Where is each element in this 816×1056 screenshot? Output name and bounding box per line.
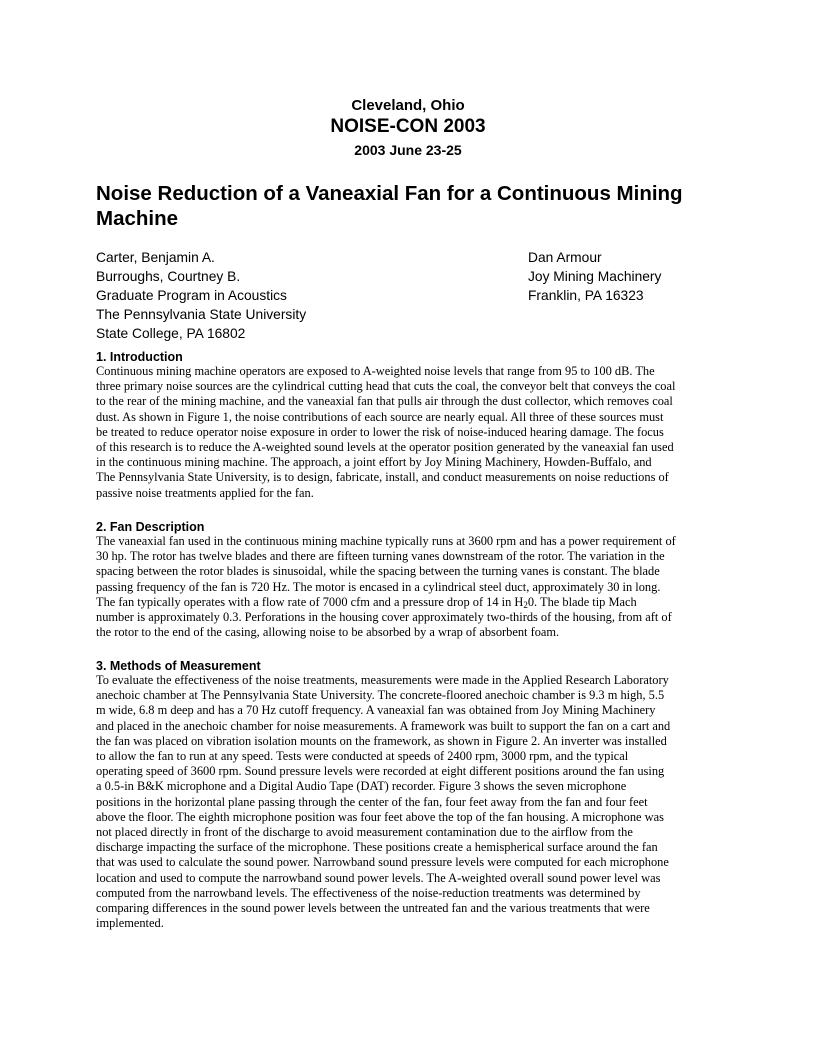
paper-title	[96, 181, 736, 231]
body-line: in the continuous mining machine. The approach, a joint effort by Joy Mining Machinery, Howden-Buffalo, and	[96, 455, 652, 470]
body-line: the rotor to the end of the casing, allowing noise to be absorbed by a wrap of absorbent foam.	[96, 625, 560, 640]
body-line: positions in the horizontal plane passing through the center of the fan, four feet away from the fan and four feet	[96, 794, 648, 809]
body-line: three primary noise sources are the cylindrical cutting head that cuts the coal, the conveyor belt that conveys the coal	[96, 379, 676, 394]
body-line: location and used to compute the narrowband sound power levels. The A-weighted overall sound power level was	[96, 870, 661, 885]
body-line: Continuous mining machine operators are exposed to A-weighted noise levels that range from 95 to 100 dB. The	[96, 364, 655, 378]
author-address: Franklin, PA 16323	[528, 288, 644, 303]
body-line: discharge impacting the surface of the microphone. These positions create a hemispherical surface around the fan	[96, 840, 658, 855]
conference-date: 2003 June 23-25	[354, 142, 462, 158]
body-line: comparing differences in the sound power levels between the untreated fan and the various treatments that were	[96, 901, 650, 916]
author-name: Burroughs, Courtney B.	[96, 269, 241, 284]
body-line: of this research is to reduce the A-weighted sound levels at the operator position generated by the vaneaxial fan used	[96, 440, 674, 455]
body-line: to allow the fan to run at any speed. Tests were conducted at speeds of 2400 rpm, 3000 rpm, and the typical	[96, 749, 629, 764]
author-address: State College, PA 16802	[96, 326, 246, 341]
body-line: operating speed of 3600 rpm. Sound pressure levels were recorded at eight different positions around the fan using	[96, 764, 665, 779]
author-block-left	[96, 248, 306, 343]
body-line: to the rear of the mining machine, and the vaneaxial fan that pulls air through the dust collector, which removes coal	[96, 394, 673, 409]
body-line: be treated to reduce operator noise exposure in order to lower the risk of noise-induced hearing damage. The focus	[96, 424, 664, 439]
body-line: implemented.	[96, 916, 164, 931]
section-introduction	[96, 350, 720, 501]
body-line: and placed in the anechoic chamber for noise measurements. A framework was built to support the fan on a cart and	[96, 718, 671, 733]
section-body	[96, 673, 720, 931]
section-heading: 1. Introduction	[96, 350, 183, 364]
body-line: the fan was placed on vibration isolation mounts on the framework, as shown in Figure 2. An inverter was installed	[96, 733, 667, 748]
conference-name: NOISE-CON 2003	[330, 116, 486, 137]
body-line: that was used to calculate the sound power. Narrowband sound pressure levels were computed for each microphone	[96, 855, 669, 870]
author-block-right	[528, 248, 661, 305]
section-heading: 2. Fan Description	[96, 520, 205, 534]
author-affiliation: Graduate Program in Acoustics	[96, 288, 287, 303]
body-line: number is approximately 0.3. Perforations in the housing cover approximately two-thirds of the housing, from aft of	[96, 610, 672, 625]
paper-title-line-1: Noise Reduction of a Vaneaxial Fan for a Continuous Mining	[96, 182, 683, 205]
body-line: computed from the narrowband levels. The effectiveness of the noise-reduction treatments was determined by	[96, 885, 641, 900]
section-methods-of-measurement	[96, 659, 720, 931]
body-line: m wide, 6.8 m deep and has a 70 Hz cutoff frequency. A vaneaxial fan was obtained from Joy Mining Machinery	[96, 703, 656, 718]
author-name: Dan Armour	[528, 250, 602, 265]
conference-location: Cleveland, Ohio	[351, 97, 465, 114]
body-line-tail: 0. The blade tip Mach	[527, 594, 637, 609]
body-line: To evaluate the effectiveness of the noise treatments, measurements were made in the Applied Research Laboratory	[96, 673, 669, 687]
body-line: anechoic chamber at The Pennsylvania State University. The concrete-floored anechoic chamber is 9.3 m high, 5.5	[96, 688, 665, 703]
body-line: passing frequency of the fan is 720 Hz. The motor is encased in a cylindrical steel duct, approximately 30 in long.	[96, 579, 661, 594]
section-heading: 3. Methods of Measurement	[96, 659, 261, 673]
body-line: dust. As shown in Figure 1, the noise contributions of each source are nearly equal. All three of these sources must	[96, 409, 664, 424]
author-affiliation: The Pennsylvania State University	[96, 307, 307, 322]
body-line: above the floor. The eighth microphone position was four feet above the top of the fan housing. A microphone was	[96, 809, 664, 824]
body-line: spacing between the rotor blades is sinusoidal, while the spacing between the turning vanes is constant. The blade	[96, 564, 660, 579]
author-name: Carter, Benjamin A.	[96, 250, 215, 265]
section-body	[96, 534, 720, 640]
body-line: The vaneaxial fan used in the continuous mining machine typically runs at 3600 rpm and has a power requirement of	[96, 534, 676, 548]
body-line: The Pennsylvania State University, is to design, fabricate, install, and conduct measurements on noise reductions of	[96, 470, 669, 485]
subscript: 2	[523, 599, 528, 610]
author-affiliation: Joy Mining Machinery	[528, 269, 662, 284]
paper-title-line-2: Machine	[96, 207, 179, 230]
body-line: 30 hp. The rotor has twelve blades and there are fifteen turning vanes downstream of the rotor. The variation in the	[96, 549, 665, 564]
body-line: a 0.5-in B&K microphone and a Digital Audio Tape (DAT) recorder. Figure 3 shows the seven microphone	[96, 779, 627, 794]
section-fan-description	[96, 520, 720, 640]
body-line-with-subscript	[96, 595, 720, 610]
body-line-text: The fan typically operates with a flow rate of 7000 cfm and a pressure drop of 14 in H	[96, 594, 524, 609]
body-line: passive noise treatments applied for the fan.	[96, 485, 314, 500]
section-body	[96, 364, 720, 501]
body-line: not placed directly in front of the discharge to avoid measurement contamination due to the airflow from the	[96, 825, 633, 840]
